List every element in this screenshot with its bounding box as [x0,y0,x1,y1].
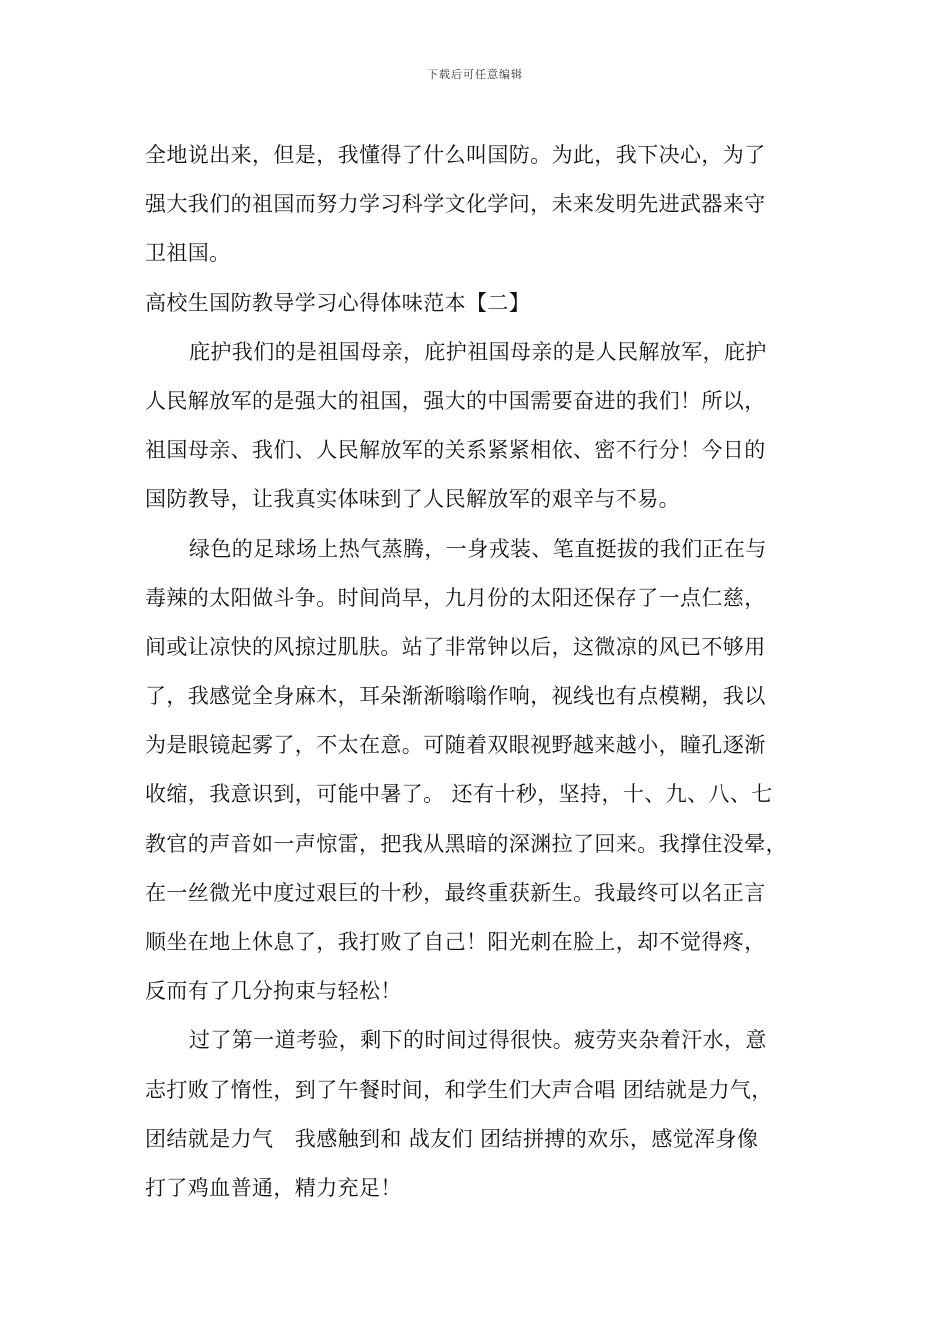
text-line-17: 顺坐在地上休息了，我打败了自己！阳光刺在脸上，却不觉得疼， [145,930,766,954]
text-line-2: 强大我们的祖国而努力学习科学文化学问，未来发明先进武器来守 [145,192,766,217]
text-line-13: 为是眼镜起雾了，不太在意。可随着双眼视野越来越小，瞳孔逐渐 [145,733,766,758]
text-line-6: 人民解放军的是强大的祖国，强大的中国需要奋进的我们！所以， [145,388,766,413]
text-line-8: 国防教导，让我真实体味到了人民解放军的艰辛与不易。 [145,487,680,512]
text-line-7: 祖国母亲、我们、人民解放军的关系紧紧相依、密不行分！今日的 [145,438,766,463]
text-line-20: 志打败了惰性，到了午餐时间，和学生们大声合唱 团结就是力气， [145,1077,773,1102]
text-line-22: 打了鸡血普通，精力充足！ [145,1175,402,1200]
page-header: 下载后可任意编辑 [427,68,523,81]
text-line-11: 间或让凉快的风掠过肌肤。站了非常钟以后，这微凉的风已不够用 [145,634,766,659]
text-line-14: 收缩，我意识到，可能中暑了。 还有十秒，坚持，十、九、八、七 [145,782,773,807]
text-line-10: 毒辣的太阳做斗争。时间尚早，九月份的太阳还保存了一点仁慈， [145,585,766,610]
text-line-16: 在一丝微光中度过艰巨的十秒，最终重获新生。我最终可以名正言 [145,880,766,905]
text-line-1: 全地说出来，但是，我懂得了什么叫国防。为此，我下决心，为了 [145,143,766,167]
text-line-19: 过了第一道考验，剩下的时间过得很快。疲劳夹杂着汗水，意 [189,1028,767,1053]
document-body [145,131,805,1213]
section-heading: 高校生国防教导学习心得体味范本【二】 [145,290,531,315]
text-line-3: 卫祖国。 [145,241,231,266]
text-line-12: 了，我感觉全身麻木，耳朵渐渐嗡嗡作响，视线也有点模糊，我以 [145,684,766,709]
text-line-5: 庇护我们的是祖国母亲，庇护祖国母亲的是人民解放军，庇护 [189,339,767,364]
text-line-15: 教官的声音如一声惊雷，把我从黑暗的深渊拉了回来。我撑住没晕， [145,831,787,856]
text-line-21: 团结就是力气 我感触到和 战友们 团结拼搏的欢乐，感觉浑身像 [145,1126,759,1151]
text-line-9: 绿色的足球场上热气蒸腾，一身戎装、笔直挺拔的我们正在与 [189,536,767,561]
text-line-18: 反而有了几分拘束与轻松！ [145,979,402,1004]
